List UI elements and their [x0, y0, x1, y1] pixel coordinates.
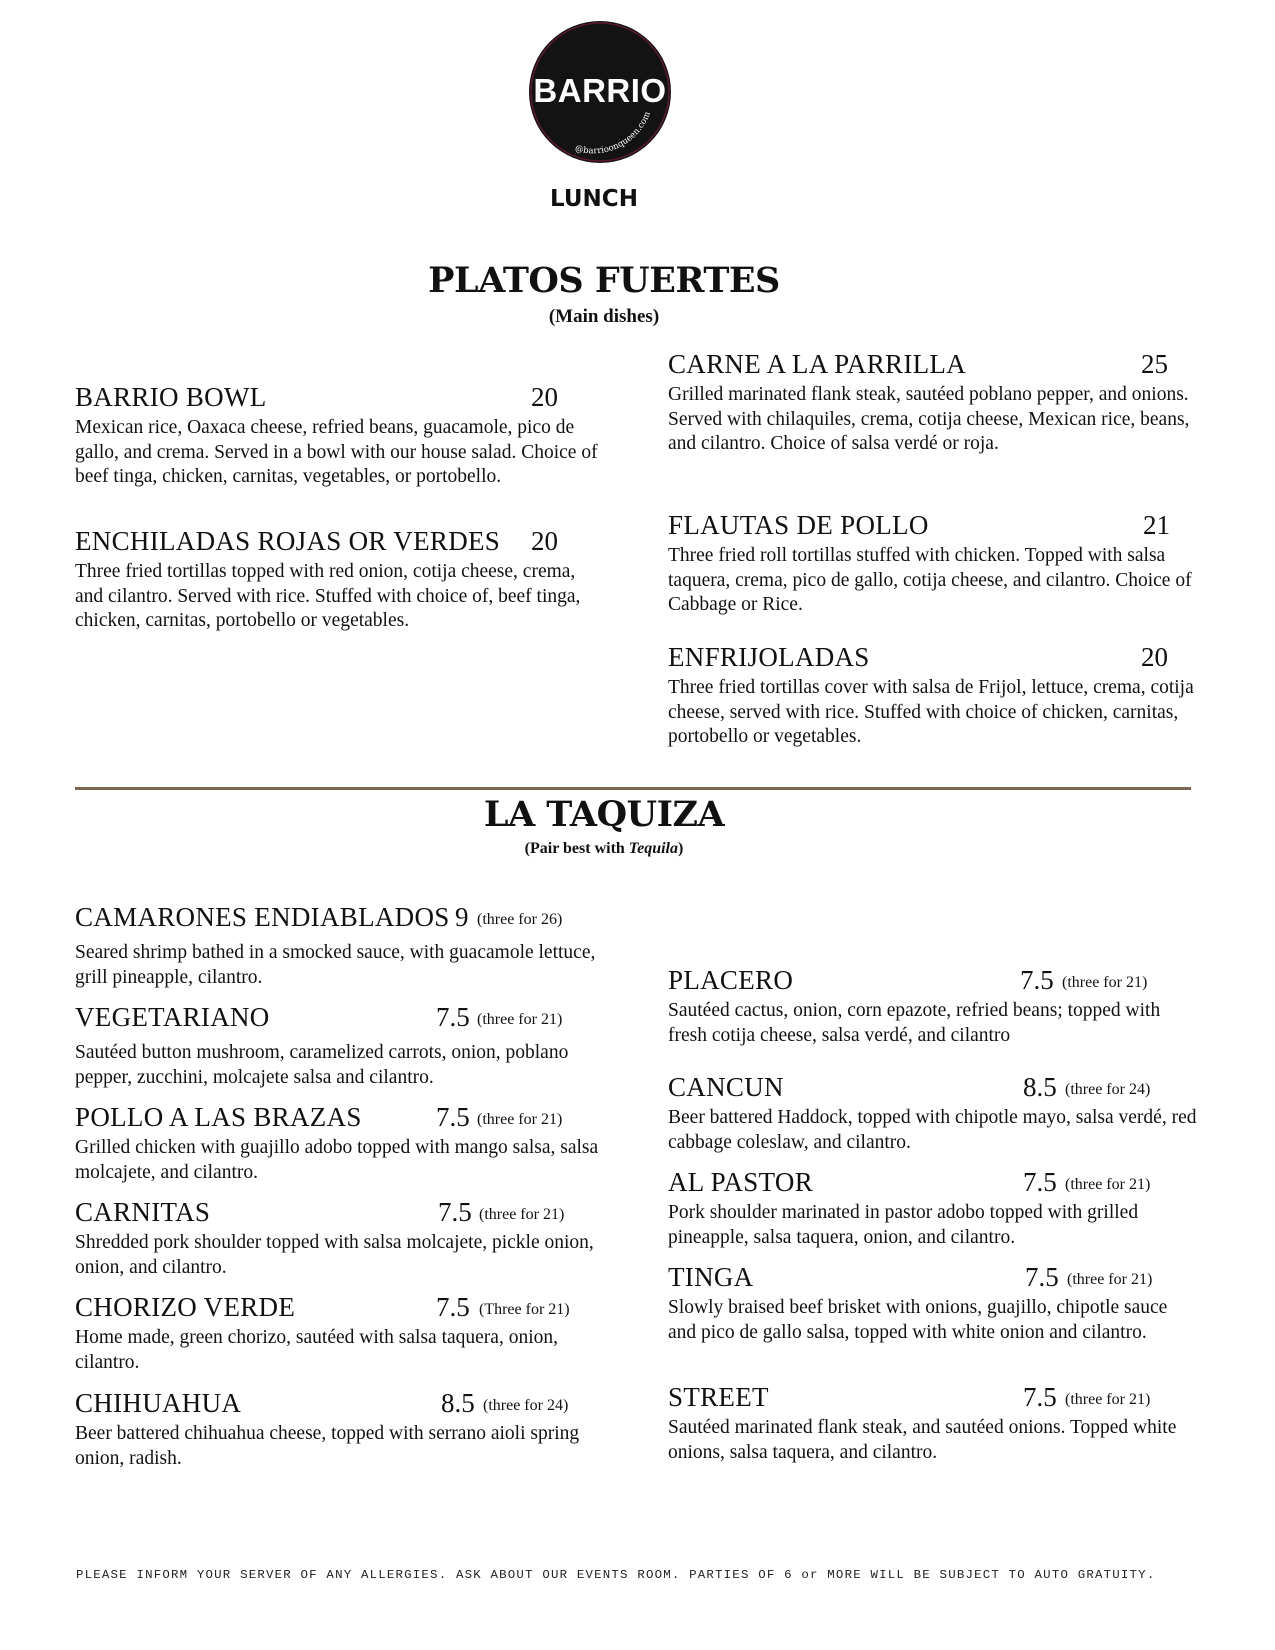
logo-handle: @barrioonqueen.com — [573, 110, 653, 157]
item-description: Seared shrimp bathed in a smocked sauce, with guacamole lettuce, grill pineapple, cilantro. — [75, 942, 596, 988]
item-description: Grilled chicken with guajillo adobo topped with mango salsa, salsa molcajete, and cilantro. — [75, 1137, 599, 1183]
menu-period-title: LUNCH — [550, 186, 638, 212]
item-combo-price: (Three for 21) — [479, 1301, 570, 1318]
platos-fuertes-heading: PLATOS FUERTES — [428, 260, 780, 301]
item-combo-price: (three for 21) — [477, 1011, 563, 1028]
item-combo-price: (three for 21) — [1067, 1271, 1153, 1288]
item-name: CARNITAS — [75, 1197, 211, 1227]
item-name: CANCUN — [668, 1072, 784, 1102]
footer-notice: PLEASE INFORM YOUR SERVER OF ANY ALLERGIES. ASK ABOUT OUR EVENTS ROOM. PARTIES OF 6 or MORE WILL BE SUBJECT TO AUTO GRATUITY. — [76, 1568, 1156, 1582]
item-price: 25 — [1141, 349, 1168, 379]
section-divider — [75, 787, 1191, 790]
item-combo-price: (three for 24) — [483, 1397, 569, 1414]
item-description: Slowly braised beef brisket with onions, guajillo, chipotle sauce and pico de gallo salsa, topped with white onion and cilantro. — [668, 1297, 1168, 1343]
item-name: POLLO A LAS BRAZAS — [75, 1102, 362, 1132]
item-combo-price: (three for 21) — [477, 1111, 563, 1128]
item-description: Pork shoulder marinated in pastor adobo topped with grilled pineapple, salsa taquera, onion, and cilantro. — [668, 1202, 1139, 1248]
item-price: 7.5 — [436, 1002, 470, 1032]
item-description: Sautéed cactus, onion, corn epazote, refried beans; topped with fresh cotija cheese, salsa verdé, and cilantro — [668, 1000, 1161, 1046]
item-price: 7.5 — [1023, 1382, 1057, 1412]
item-price: 7.5 — [436, 1292, 470, 1322]
item-name: CHORIZO VERDE — [75, 1292, 296, 1322]
item-price: 7.5 — [436, 1102, 470, 1132]
la-taquiza-heading: LA TAQUIZA — [483, 794, 725, 835]
item-price: 8.5 — [441, 1388, 475, 1418]
item-price: 7.5 — [438, 1197, 472, 1227]
item-name: STREET — [668, 1382, 769, 1412]
item-price: 21 — [1143, 510, 1170, 540]
item-description: Home made, green chorizo, sautéed with salsa taquera, onion, cilantro. — [75, 1327, 558, 1373]
item-description: Grilled marinated flank steak, sautéed poblano pepper, and onions. Served with chilaquiles, crema, cotija cheese, Mexican rice, beans, and cilantro. Choice of salsa verdé or roja. — [668, 384, 1190, 454]
item-price: 20 — [531, 526, 558, 556]
item-combo-price: (three for 21) — [1065, 1391, 1151, 1408]
item-description: Three fried tortillas cover with salsa de Frijol, lettuce, crema, cotija cheese, served with rice. Stuffed with choice of chicken, carnitas, portobello or vegetables. — [668, 677, 1194, 747]
item-name: ENCHILADAS ROJAS OR VERDES — [75, 526, 501, 556]
item-price: 20 — [531, 382, 558, 412]
item-combo-price: (three for 21) — [1065, 1176, 1151, 1193]
item-description: Sautéed marinated flank steak, and sautéed onions. Topped white onions, salsa taquera, and cilantro. — [668, 1417, 1177, 1463]
item-name: AL PASTOR — [668, 1167, 814, 1197]
item-description: Mexican rice, Oaxaca cheese, refried beans, guacamole, pico de gallo, and crema. Served in a bowl with our house salad. Choice of beef tinga, chicken, carnitas, vegetables, or portobello. — [75, 417, 598, 487]
item-price: 7.5 — [1023, 1167, 1057, 1197]
platos-fuertes-subheading: (Main dishes) — [548, 306, 660, 327]
item-combo-price: (three for 21) — [1062, 974, 1148, 991]
item-name: PLACERO — [668, 965, 794, 995]
item-name: VEGETARIANO — [75, 1002, 270, 1032]
item-description: Three fried roll tortillas stuffed with chicken. Topped with salsa taquera, crema, pico de gallo, cotija cheese, and cilantro. Choice of Cabbage or Rice. — [668, 545, 1192, 615]
item-description: Beer battered Haddock, topped with chipotle mayo, salsa verdé, red cabbage coleslaw, and cilantro. — [668, 1107, 1197, 1153]
barrio-logo — [529, 21, 671, 163]
item-name: TINGA — [668, 1262, 754, 1292]
item-description: Three fried tortillas topped with red onion, cotija cheese, crema, and cilantro. Served with rice. Stuffed with choice of, beef tinga, chicken, carnitas, portobello or vegetables. — [75, 561, 581, 631]
item-name: CAMARONES ENDIABLADOS — [75, 902, 450, 932]
item-price: 7.5 — [1020, 965, 1054, 995]
item-price: 20 — [1141, 642, 1168, 672]
item-name: FLAUTAS DE POLLO — [668, 510, 929, 540]
item-name: CHIHUAHUA — [75, 1388, 242, 1418]
item-price: 7.5 — [1025, 1262, 1059, 1292]
item-price: 9 — [455, 902, 469, 932]
item-description: Beer battered chihuahua cheese, topped with serrano aioli spring onion, radish. — [75, 1423, 580, 1469]
logo-wordmark: BARRIO — [533, 72, 667, 109]
item-combo-price: (three for 21) — [479, 1206, 565, 1223]
item-name: ENFRIJOLADAS — [668, 642, 870, 672]
la-taquiza-subheading: (Pair best with Tequila) — [524, 840, 684, 857]
item-description: Sautéed button mushroom, caramelized carrots, onion, poblano pepper, zucchini, molcajete salsa and cilantro. — [75, 1042, 569, 1088]
item-combo-price: (three for 24) — [1065, 1081, 1151, 1098]
item-name: CARNE A LA PARRILLA — [668, 349, 967, 379]
item-name: BARRIO BOWL — [75, 382, 267, 412]
item-combo-price: (three for 26) — [477, 911, 563, 928]
item-price: 8.5 — [1023, 1072, 1057, 1102]
item-description: Shredded pork shoulder topped with salsa molcajete, pickle onion, onion, and cilantro. — [75, 1232, 594, 1278]
